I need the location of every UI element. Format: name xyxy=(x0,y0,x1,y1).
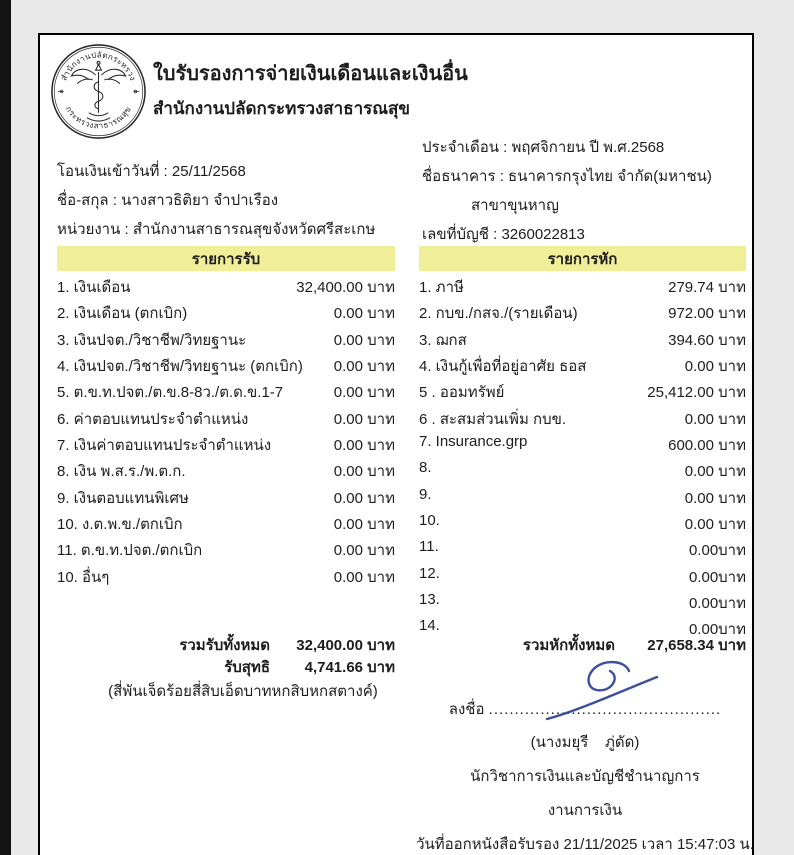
signature-ink-icon xyxy=(533,657,669,735)
income-label: 6. ค่าตอบแทนประจำตำแหน่ง xyxy=(57,410,249,428)
deduction-value: 394.60 บาท xyxy=(668,331,746,349)
info-full-name: ชื่อ-สกุล : นางสาวธิติยา จำปาเรือง xyxy=(57,192,279,209)
income-label: 9. เงินตอบแทนพิเศษ xyxy=(57,489,189,507)
signer-position: นักวิชาการเงินและบัญชีชำนาญการ xyxy=(470,768,700,785)
deduction-row xyxy=(419,512,746,538)
income-label: 1. เงินเดือน xyxy=(57,279,131,296)
deduction-label: 5 . ออมทรัพย์ xyxy=(419,384,505,402)
deduction-label: 2. กบข./กสจ./(รายเดือน) xyxy=(419,305,578,323)
deduction-label: 10. xyxy=(419,512,440,530)
deduction-label: 4. เงินกู้เพื่อที่อยู่อาศัย ธอส xyxy=(419,358,587,376)
deduction-total-row xyxy=(419,633,746,657)
income-value: 0.00 บาท xyxy=(333,463,395,481)
income-value: 32,400.00 บาท xyxy=(296,279,395,296)
deduction-row xyxy=(419,407,746,433)
deduction-row xyxy=(419,301,746,327)
info-period: ประจำเดือน : พฤศจิกายน ปี พ.ศ.2568 xyxy=(422,139,665,156)
income-total-row xyxy=(57,633,395,657)
income-value: 0.00 บาท xyxy=(333,489,395,507)
income-value: 0.00 บาท xyxy=(333,437,395,455)
deduction-value: 25,412.00 บาท xyxy=(647,384,746,402)
deduction-value: 0.00 บาท xyxy=(684,410,746,428)
payslip-document xyxy=(38,33,754,855)
income-section-header: รายการรับ xyxy=(57,246,395,271)
info-department: หน่วยงาน : สำนักงานสาธารณสุขจังหวัดศรีสะเกษ xyxy=(57,221,376,238)
income-row xyxy=(57,512,395,538)
deduction-row xyxy=(419,380,746,406)
income-value: 0.00 บาท xyxy=(333,542,395,560)
deduction-value: 972.00 บาท xyxy=(668,305,746,323)
income-row xyxy=(57,486,395,512)
income-value: 0.00 บาท xyxy=(333,358,395,376)
income-value: 0.00 บาท xyxy=(333,568,395,586)
income-total-value: 32,400.00 บาท xyxy=(296,637,395,654)
income-label: 10. ง.ต.พ.ข./ตกเบิก xyxy=(57,516,183,534)
signer-division: งานการเงิน xyxy=(547,802,623,819)
income-label: 4. เงินปจต./วิชาชีพ/วิทยฐานะ (ตกเบิก) xyxy=(57,358,303,376)
deduction-value: 600.00 บาท xyxy=(668,437,746,455)
deduction-label: 6 . สะสมส่วนเพิ่ม กบข. xyxy=(419,410,567,428)
deduction-value: 0.00 บาท xyxy=(684,489,746,507)
deduction-section-header: รายการหัก xyxy=(419,246,746,271)
income-value: 0.00 บาท xyxy=(333,305,395,323)
income-value: 0.00 บาท xyxy=(333,384,395,402)
income-label: 3. เงินปจต./วิชาชีพ/วิทยฐานะ xyxy=(57,331,247,349)
deduction-label: 11. xyxy=(419,538,439,556)
sign-label: ลงชื่อ xyxy=(448,701,485,718)
income-value: 0.00 บาท xyxy=(333,331,395,349)
deduction-value: 0.00 บาท xyxy=(684,358,746,376)
deduction-label: 13. xyxy=(419,591,440,609)
income-label: 7. เงินค่าตอบแทนประจำตำแหน่ง xyxy=(57,437,272,455)
deduction-row xyxy=(419,433,746,459)
deduction-row xyxy=(419,275,746,301)
deduction-row xyxy=(419,486,746,512)
ministry-seal-icon xyxy=(50,43,147,140)
deduction-row xyxy=(419,354,746,380)
deduction-label: 12. xyxy=(419,564,440,582)
income-label: 5. ต.ข.ท.ปจต./ต.ข.8-8ว./ต.ด.ข.1-7 xyxy=(57,384,284,402)
income-row xyxy=(57,538,395,564)
income-row xyxy=(57,275,395,301)
income-label: 2. เงินเดือน (ตกเบิก) xyxy=(57,305,188,323)
deduction-row xyxy=(419,538,746,564)
income-row xyxy=(57,301,395,327)
income-row xyxy=(57,565,395,591)
seal-bottom-text: กระทรวงสาธารณสุข xyxy=(63,104,134,131)
income-row xyxy=(57,328,395,354)
income-label: 8. เงิน พ.ส.ร./พ.ต.ก. xyxy=(57,463,186,481)
deduction-value: 0.00บาท xyxy=(688,568,746,586)
page-title: ใบรับรองการจ่ายเงินเดือนและเงินอื่น xyxy=(153,63,468,85)
deduction-total-value: 27,658.34 บาท xyxy=(647,637,746,654)
net-pay-row xyxy=(57,655,395,679)
seal-emblem xyxy=(71,61,125,121)
signature-block xyxy=(385,697,785,855)
deduction-label: 1. ภาษี xyxy=(419,279,464,296)
deduction-value: 0.00บาท xyxy=(688,595,746,613)
left-edge-strip xyxy=(0,0,11,855)
sign-line xyxy=(385,697,785,721)
deduction-label: 8. xyxy=(419,459,432,477)
info-account: เลขที่บัญชี : 3260022813 xyxy=(422,226,585,243)
deduction-label: 3. ฌกส xyxy=(419,331,467,349)
income-row xyxy=(57,459,395,485)
income-row xyxy=(57,433,395,459)
issue-date: วันที่ออกหนังสือรับรอง 21/11/2025 เวลา 15:47:03 น. xyxy=(416,836,754,853)
income-label: 11. ต.ข.ท.ปจต./ตกเบิก xyxy=(57,542,203,560)
info-transfer-date: โอนเงินเข้าวันที่ : 25/11/2568 xyxy=(57,163,246,180)
deduction-row xyxy=(419,591,746,617)
deduction-list xyxy=(419,275,746,644)
net-pay-in-words: (สี่พันเจ็ดร้อยสี่สิบเอ็ดบาทหกสิบหกสตางค์) xyxy=(108,683,378,700)
deduction-label: 7. Insurance.grp xyxy=(419,433,528,451)
income-row xyxy=(57,407,395,433)
info-bank: ชื่อธนาคาร : ธนาคารกรุงไทย จำกัด(มหาชน) xyxy=(422,168,712,185)
deduction-value: 0.00บาท xyxy=(688,621,746,639)
deduction-total-label: รวมหักทั้งหมด xyxy=(522,637,615,654)
income-list xyxy=(57,275,395,591)
income-value: 0.00 บาท xyxy=(333,516,395,534)
net-pay-label: รับสุทธิ xyxy=(224,659,270,676)
signer-name: (นางมยุรี ภู่ดัด) xyxy=(530,734,640,751)
deduction-label: 14. xyxy=(419,617,440,635)
deduction-row xyxy=(419,565,746,591)
deduction-value: 0.00 บาท xyxy=(684,516,746,534)
deduction-row xyxy=(419,459,746,485)
income-row xyxy=(57,354,395,380)
info-branch: สาขาขุนหาญ xyxy=(471,197,559,214)
income-label: 10. อื่นๆ xyxy=(57,568,110,586)
deduction-row xyxy=(419,328,746,354)
seal-top-text: สำนักงานปลัดกระทรวง xyxy=(59,50,138,83)
income-row xyxy=(57,380,395,406)
sign-dotted-line: ............................................. xyxy=(488,701,722,718)
net-pay-value: 4,741.66 บาท xyxy=(304,659,395,676)
deduction-value: 0.00 บาท xyxy=(684,463,746,481)
deduction-label: 9. xyxy=(419,485,432,503)
income-value: 0.00 บาท xyxy=(333,410,395,428)
deduction-value: 279.74 บาท xyxy=(668,279,746,296)
income-total-label: รวมรับทั้งหมด xyxy=(179,637,270,654)
page-subtitle: สำนักงานปลัดกระทรวงสาธารณสุข xyxy=(153,99,411,118)
deduction-value: 0.00บาท xyxy=(688,542,746,560)
